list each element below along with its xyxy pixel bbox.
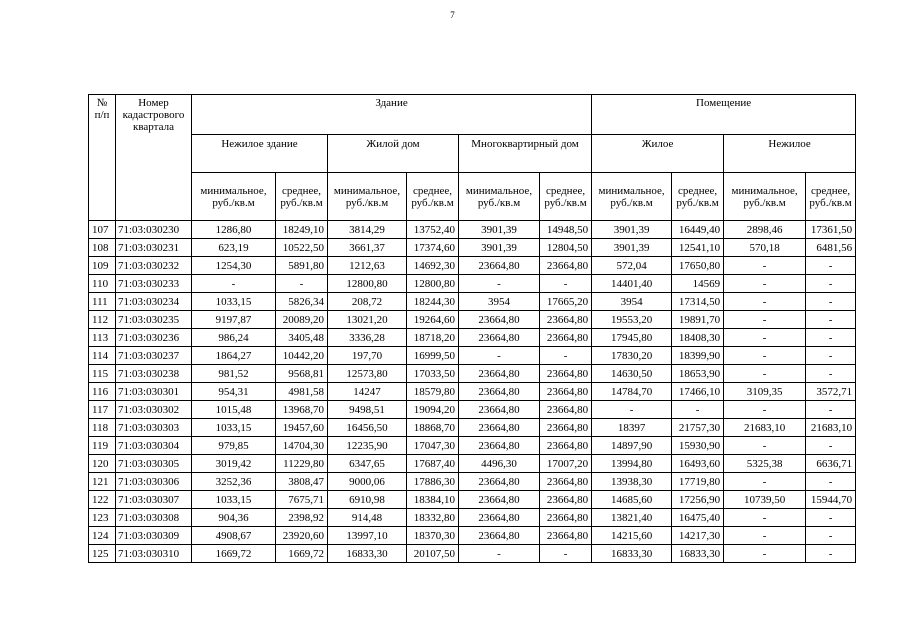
value-cell: 623,19 bbox=[192, 239, 276, 257]
value-cell: 18244,30 bbox=[407, 293, 459, 311]
value-cell: - bbox=[459, 347, 540, 365]
value-cell: 10522,50 bbox=[276, 239, 328, 257]
value-cell: 18370,30 bbox=[407, 527, 459, 545]
value-cell: - bbox=[806, 293, 856, 311]
row-number: 120 bbox=[89, 455, 116, 473]
value-cell: - bbox=[724, 293, 806, 311]
value-cell: 3954 bbox=[592, 293, 672, 311]
value-cell: - bbox=[724, 401, 806, 419]
value-cell: 5826,34 bbox=[276, 293, 328, 311]
cadastral-number: 71:03:030230 bbox=[116, 221, 192, 239]
table-row bbox=[89, 473, 856, 491]
value-cell: 15944,70 bbox=[806, 491, 856, 509]
table-row bbox=[89, 221, 856, 239]
value-cell: 16833,30 bbox=[672, 545, 724, 563]
value-cell: - bbox=[724, 545, 806, 563]
value-cell: 12235,90 bbox=[328, 437, 407, 455]
value-cell: 914,48 bbox=[328, 509, 407, 527]
value-cell: 17374,60 bbox=[407, 239, 459, 257]
value-cell: 21683,10 bbox=[724, 419, 806, 437]
value-cell: 9568,81 bbox=[276, 365, 328, 383]
row-number: 117 bbox=[89, 401, 116, 419]
value-cell: 17314,50 bbox=[672, 293, 724, 311]
cadastral-value-table bbox=[88, 94, 856, 563]
header-nezhiloe-zdanie: Нежилое здание bbox=[192, 135, 328, 173]
value-cell: 19094,20 bbox=[407, 401, 459, 419]
value-cell: 14215,60 bbox=[592, 527, 672, 545]
value-cell: - bbox=[806, 347, 856, 365]
row-number: 116 bbox=[89, 383, 116, 401]
value-cell: 23664,80 bbox=[459, 383, 540, 401]
value-cell: - bbox=[806, 311, 856, 329]
value-cell: 11229,80 bbox=[276, 455, 328, 473]
value-cell: 23664,80 bbox=[540, 329, 592, 347]
value-cell: 17256,90 bbox=[672, 491, 724, 509]
value-cell: 3954 bbox=[459, 293, 540, 311]
value-cell: 12800,80 bbox=[328, 275, 407, 293]
header-min: минимальное, руб./кв.м bbox=[592, 173, 672, 221]
value-cell: 23664,80 bbox=[459, 437, 540, 455]
value-cell: 19891,70 bbox=[672, 311, 724, 329]
table-row bbox=[89, 401, 856, 419]
value-cell: 17886,30 bbox=[407, 473, 459, 491]
header-zhiloy-dom: Жилой дом bbox=[328, 135, 459, 173]
value-cell: - bbox=[592, 401, 672, 419]
value-cell: 18868,70 bbox=[407, 419, 459, 437]
value-cell: - bbox=[806, 275, 856, 293]
row-number: 122 bbox=[89, 491, 116, 509]
value-cell: 23664,80 bbox=[459, 509, 540, 527]
value-cell: 17650,80 bbox=[672, 257, 724, 275]
table-row bbox=[89, 365, 856, 383]
value-cell: 6481,56 bbox=[806, 239, 856, 257]
header-zhiloe: Жилое bbox=[592, 135, 724, 173]
value-cell: 23664,80 bbox=[540, 383, 592, 401]
cadastral-number: 71:03:030237 bbox=[116, 347, 192, 365]
value-cell: 16833,30 bbox=[328, 545, 407, 563]
value-cell: 14685,60 bbox=[592, 491, 672, 509]
header-sred: среднее, руб./кв.м bbox=[806, 173, 856, 221]
table-row bbox=[89, 437, 856, 455]
value-cell: 23664,80 bbox=[540, 473, 592, 491]
value-cell: - bbox=[540, 347, 592, 365]
value-cell: 17361,50 bbox=[806, 221, 856, 239]
value-cell: - bbox=[806, 509, 856, 527]
row-number: 114 bbox=[89, 347, 116, 365]
value-cell: 13752,40 bbox=[407, 221, 459, 239]
value-cell: 3661,37 bbox=[328, 239, 407, 257]
value-cell: 7675,71 bbox=[276, 491, 328, 509]
header-sred: среднее, руб./кв.м bbox=[540, 173, 592, 221]
row-number: 108 bbox=[89, 239, 116, 257]
value-cell: 23664,80 bbox=[459, 329, 540, 347]
value-cell: 23664,80 bbox=[459, 473, 540, 491]
value-cell: 954,31 bbox=[192, 383, 276, 401]
value-cell: 1033,15 bbox=[192, 419, 276, 437]
value-cell: 23664,80 bbox=[540, 419, 592, 437]
value-cell: 17007,20 bbox=[540, 455, 592, 473]
value-cell: 18653,90 bbox=[672, 365, 724, 383]
row-number: 111 bbox=[89, 293, 116, 311]
value-cell: 17945,80 bbox=[592, 329, 672, 347]
value-cell: 9498,51 bbox=[328, 401, 407, 419]
header-sred: среднее, руб./кв.м bbox=[276, 173, 328, 221]
value-cell: - bbox=[724, 329, 806, 347]
row-number: 107 bbox=[89, 221, 116, 239]
value-cell: 16833,30 bbox=[592, 545, 672, 563]
value-cell: 13021,20 bbox=[328, 311, 407, 329]
value-cell: - bbox=[540, 545, 592, 563]
value-cell: 14247 bbox=[328, 383, 407, 401]
value-cell: 18332,80 bbox=[407, 509, 459, 527]
value-cell: 14569 bbox=[672, 275, 724, 293]
table-row bbox=[89, 527, 856, 545]
value-cell: 1033,15 bbox=[192, 293, 276, 311]
row-number: 113 bbox=[89, 329, 116, 347]
value-cell: - bbox=[806, 329, 856, 347]
value-cell: 208,72 bbox=[328, 293, 407, 311]
value-cell: 3252,36 bbox=[192, 473, 276, 491]
value-cell: 3814,29 bbox=[328, 221, 407, 239]
value-cell: 14948,50 bbox=[540, 221, 592, 239]
value-cell: 572,04 bbox=[592, 257, 672, 275]
table-body bbox=[89, 221, 856, 563]
value-cell: 17719,80 bbox=[672, 473, 724, 491]
value-cell: - bbox=[192, 275, 276, 293]
value-cell: 15930,90 bbox=[672, 437, 724, 455]
table-row bbox=[89, 275, 856, 293]
value-cell: 4908,67 bbox=[192, 527, 276, 545]
value-cell: 18408,30 bbox=[672, 329, 724, 347]
value-cell: 904,36 bbox=[192, 509, 276, 527]
value-cell: 6636,71 bbox=[806, 455, 856, 473]
cadastral-number: 71:03:030302 bbox=[116, 401, 192, 419]
cadastral-number: 71:03:030235 bbox=[116, 311, 192, 329]
value-cell: 17830,20 bbox=[592, 347, 672, 365]
value-cell: - bbox=[459, 545, 540, 563]
value-cell: 23664,80 bbox=[540, 257, 592, 275]
value-cell: - bbox=[806, 257, 856, 275]
value-cell: 16449,40 bbox=[672, 221, 724, 239]
cadastral-number: 71:03:030307 bbox=[116, 491, 192, 509]
table-row bbox=[89, 329, 856, 347]
value-cell: 23664,80 bbox=[459, 491, 540, 509]
value-cell: 14401,40 bbox=[592, 275, 672, 293]
value-cell: 17047,30 bbox=[407, 437, 459, 455]
value-cell: 23664,80 bbox=[540, 401, 592, 419]
value-cell: - bbox=[540, 275, 592, 293]
value-cell: 1033,15 bbox=[192, 491, 276, 509]
page-number: 7 bbox=[450, 10, 455, 20]
value-cell: 1286,80 bbox=[192, 221, 276, 239]
value-cell: 19553,20 bbox=[592, 311, 672, 329]
value-cell: 979,85 bbox=[192, 437, 276, 455]
table-row bbox=[89, 347, 856, 365]
cadastral-number: 71:03:030308 bbox=[116, 509, 192, 527]
value-cell: - bbox=[806, 401, 856, 419]
value-cell: - bbox=[724, 509, 806, 527]
table-row bbox=[89, 257, 856, 275]
table-row bbox=[89, 293, 856, 311]
value-cell: - bbox=[459, 275, 540, 293]
value-cell: 23664,80 bbox=[459, 365, 540, 383]
row-number: 121 bbox=[89, 473, 116, 491]
header-min: минимальное, руб./кв.м bbox=[724, 173, 806, 221]
value-cell: 12541,10 bbox=[672, 239, 724, 257]
value-cell: - bbox=[806, 545, 856, 563]
header-kadastr: Номер кадастрового квартала bbox=[116, 95, 192, 221]
value-cell: 10442,20 bbox=[276, 347, 328, 365]
value-cell: 4496,30 bbox=[459, 455, 540, 473]
value-cell: 2398,92 bbox=[276, 509, 328, 527]
value-cell: - bbox=[724, 527, 806, 545]
row-number: 112 bbox=[89, 311, 116, 329]
cadastral-number: 71:03:030305 bbox=[116, 455, 192, 473]
value-cell: 3901,39 bbox=[592, 221, 672, 239]
row-number: 118 bbox=[89, 419, 116, 437]
value-cell: 13994,80 bbox=[592, 455, 672, 473]
table-row bbox=[89, 383, 856, 401]
cadastral-number: 71:03:030310 bbox=[116, 545, 192, 563]
value-cell: 1669,72 bbox=[276, 545, 328, 563]
value-cell: 23920,60 bbox=[276, 527, 328, 545]
value-cell: - bbox=[806, 473, 856, 491]
value-cell: 16475,40 bbox=[672, 509, 724, 527]
value-cell: 3808,47 bbox=[276, 473, 328, 491]
value-cell: - bbox=[724, 275, 806, 293]
value-cell: 3901,39 bbox=[592, 239, 672, 257]
header-zdanie: Здание bbox=[192, 95, 592, 135]
table-row bbox=[89, 419, 856, 437]
row-number: 109 bbox=[89, 257, 116, 275]
header-no: № п/п bbox=[89, 95, 116, 221]
value-cell: 18249,10 bbox=[276, 221, 328, 239]
value-cell: - bbox=[806, 527, 856, 545]
value-cell: - bbox=[672, 401, 724, 419]
value-cell: 3901,39 bbox=[459, 239, 540, 257]
value-cell: 12800,80 bbox=[407, 275, 459, 293]
value-cell: 981,52 bbox=[192, 365, 276, 383]
value-cell: 1015,48 bbox=[192, 401, 276, 419]
value-cell: 18397 bbox=[592, 419, 672, 437]
value-cell: 23664,80 bbox=[459, 401, 540, 419]
value-cell: 20089,20 bbox=[276, 311, 328, 329]
cadastral-number: 71:03:030301 bbox=[116, 383, 192, 401]
value-cell: 10739,50 bbox=[724, 491, 806, 509]
value-cell: 3109,35 bbox=[724, 383, 806, 401]
cadastral-number: 71:03:030306 bbox=[116, 473, 192, 491]
value-cell: 23664,80 bbox=[540, 509, 592, 527]
row-number: 124 bbox=[89, 527, 116, 545]
value-cell: 19264,60 bbox=[407, 311, 459, 329]
header-min: минимальное, руб./кв.м bbox=[328, 173, 407, 221]
value-cell: - bbox=[724, 347, 806, 365]
value-cell: 18384,10 bbox=[407, 491, 459, 509]
header-mnogokv-dom: Многоквартирный дом bbox=[459, 135, 592, 173]
value-cell: 3336,28 bbox=[328, 329, 407, 347]
value-cell: 17033,50 bbox=[407, 365, 459, 383]
value-cell: - bbox=[724, 473, 806, 491]
value-cell: - bbox=[724, 437, 806, 455]
value-cell: 9000,06 bbox=[328, 473, 407, 491]
value-cell: 986,24 bbox=[192, 329, 276, 347]
row-number: 123 bbox=[89, 509, 116, 527]
table-row bbox=[89, 491, 856, 509]
value-cell: 14897,90 bbox=[592, 437, 672, 455]
value-cell: 16999,50 bbox=[407, 347, 459, 365]
value-cell: 12573,80 bbox=[328, 365, 407, 383]
value-cell: 21683,10 bbox=[806, 419, 856, 437]
value-cell: 23664,80 bbox=[540, 365, 592, 383]
table-row bbox=[89, 239, 856, 257]
value-cell: 13821,40 bbox=[592, 509, 672, 527]
value-cell: 23664,80 bbox=[459, 527, 540, 545]
value-cell: 2898,46 bbox=[724, 221, 806, 239]
header-sred: среднее, руб./кв.м bbox=[407, 173, 459, 221]
value-cell: 197,70 bbox=[328, 347, 407, 365]
value-cell: 16493,60 bbox=[672, 455, 724, 473]
value-cell: 14692,30 bbox=[407, 257, 459, 275]
value-cell: 570,18 bbox=[724, 239, 806, 257]
value-cell: 1864,27 bbox=[192, 347, 276, 365]
value-cell: 14630,50 bbox=[592, 365, 672, 383]
value-cell: 19457,60 bbox=[276, 419, 328, 437]
row-number: 125 bbox=[89, 545, 116, 563]
value-cell: 17665,20 bbox=[540, 293, 592, 311]
value-cell: 18718,20 bbox=[407, 329, 459, 347]
value-cell: - bbox=[276, 275, 328, 293]
value-cell: 6910,98 bbox=[328, 491, 407, 509]
value-cell: 23664,80 bbox=[540, 527, 592, 545]
value-cell: - bbox=[724, 257, 806, 275]
value-cell: 1212,63 bbox=[328, 257, 407, 275]
value-cell: 20107,50 bbox=[407, 545, 459, 563]
header-min: минимальное, руб./кв.м bbox=[459, 173, 540, 221]
table-row bbox=[89, 311, 856, 329]
value-cell: 13997,10 bbox=[328, 527, 407, 545]
header-pomeshchenie: Помещение bbox=[592, 95, 856, 135]
cadastral-number: 71:03:030232 bbox=[116, 257, 192, 275]
value-cell: 23664,80 bbox=[459, 257, 540, 275]
value-cell: 21757,30 bbox=[672, 419, 724, 437]
table-row bbox=[89, 545, 856, 563]
cadastral-number: 71:03:030231 bbox=[116, 239, 192, 257]
value-cell: 23664,80 bbox=[459, 419, 540, 437]
header-nezhiloe: Нежилое bbox=[724, 135, 856, 173]
value-cell: 14704,30 bbox=[276, 437, 328, 455]
table-row bbox=[89, 455, 856, 473]
value-cell: 23664,80 bbox=[540, 437, 592, 455]
row-number: 110 bbox=[89, 275, 116, 293]
value-cell: 12804,50 bbox=[540, 239, 592, 257]
cadastral-number: 71:03:030234 bbox=[116, 293, 192, 311]
value-cell: 3572,71 bbox=[806, 383, 856, 401]
value-cell: 14217,30 bbox=[672, 527, 724, 545]
value-cell: 23664,80 bbox=[540, 491, 592, 509]
value-cell: 3019,42 bbox=[192, 455, 276, 473]
value-cell: 18399,90 bbox=[672, 347, 724, 365]
value-cell: 1669,72 bbox=[192, 545, 276, 563]
value-cell: 4981,58 bbox=[276, 383, 328, 401]
value-cell: 14784,70 bbox=[592, 383, 672, 401]
value-cell: 23664,80 bbox=[540, 311, 592, 329]
value-cell: - bbox=[724, 311, 806, 329]
row-number: 115 bbox=[89, 365, 116, 383]
value-cell: 9197,87 bbox=[192, 311, 276, 329]
value-cell: - bbox=[806, 437, 856, 455]
value-cell: 13968,70 bbox=[276, 401, 328, 419]
value-cell: 5325,38 bbox=[724, 455, 806, 473]
value-cell: 6347,65 bbox=[328, 455, 407, 473]
value-cell: 5891,80 bbox=[276, 257, 328, 275]
cadastral-number: 71:03:030236 bbox=[116, 329, 192, 347]
header-sred: среднее, руб./кв.м bbox=[672, 173, 724, 221]
cadastral-number: 71:03:030233 bbox=[116, 275, 192, 293]
row-number: 119 bbox=[89, 437, 116, 455]
value-cell: 3901,39 bbox=[459, 221, 540, 239]
value-cell: 18579,80 bbox=[407, 383, 459, 401]
value-cell: 1254,30 bbox=[192, 257, 276, 275]
value-cell: 13938,30 bbox=[592, 473, 672, 491]
value-cell: 17466,10 bbox=[672, 383, 724, 401]
value-cell: - bbox=[806, 365, 856, 383]
value-cell: 16456,50 bbox=[328, 419, 407, 437]
cadastral-number: 71:03:030238 bbox=[116, 365, 192, 383]
cadastral-number: 71:03:030304 bbox=[116, 437, 192, 455]
header-min: минимальное, руб./кв.м bbox=[192, 173, 276, 221]
value-cell: 23664,80 bbox=[459, 311, 540, 329]
cadastral-number: 71:03:030303 bbox=[116, 419, 192, 437]
value-cell: 3405,48 bbox=[276, 329, 328, 347]
value-cell: 17687,40 bbox=[407, 455, 459, 473]
cadastral-number: 71:03:030309 bbox=[116, 527, 192, 545]
value-cell: - bbox=[724, 365, 806, 383]
table-row bbox=[89, 509, 856, 527]
